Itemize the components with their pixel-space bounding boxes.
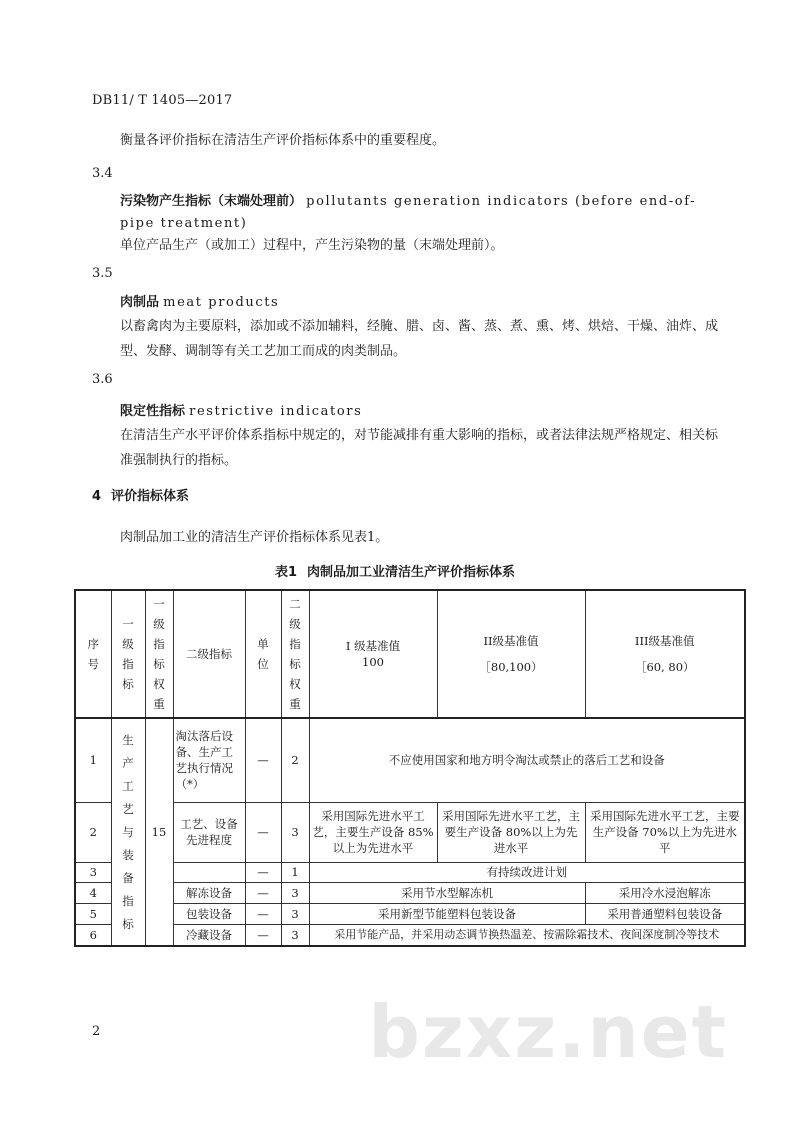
section-number: 4: [92, 489, 102, 504]
page-number: 2: [92, 1024, 101, 1039]
header-level2-weight: 二级指标权重: [281, 590, 309, 718]
term-en: restrictive indicators: [189, 404, 363, 419]
row-unit: —: [245, 903, 281, 924]
row-grade3: 采用普通塑料包装设备: [585, 903, 745, 924]
row-grade1: 采用国际先进水平工艺，主要生产设备 85%以上为先进水平: [309, 802, 437, 862]
row-unit: —: [245, 718, 281, 802]
row-unit: —: [245, 924, 281, 946]
section-heading: [92, 485, 199, 504]
row-weight: 3: [281, 924, 309, 946]
row-grade2: 采用国际先进水平工艺，主要生产设备 80%以上为先进水平: [437, 802, 585, 862]
term-zh: 污染物产生指标（末端处理前）: [120, 194, 303, 209]
row-merged-value: 不应使用国家和地方明令淘汰或禁止的落后工艺和设备: [309, 718, 745, 802]
row-seq: 2: [75, 802, 111, 862]
section-title: 评价指标体系: [111, 489, 190, 504]
row-name: [173, 862, 245, 882]
row-weight: 3: [281, 882, 309, 903]
table-caption: [0, 561, 800, 580]
table-caption-number: 表1: [274, 565, 298, 580]
section-text: 肉制品加工业的清洁生产评价指标体系见表1。: [120, 530, 389, 545]
term-heading: [120, 292, 730, 314]
term-zh: 限定性指标: [120, 404, 186, 419]
term-heading: [120, 401, 730, 423]
term-number: 3.6: [92, 372, 113, 387]
term-definition: 在清洁生产水平评价体系指标中规定的，对节能减排有重大影响的指标，或者法律法规严格规定、相关标准强制执行的指标。: [120, 428, 719, 468]
row-seq: 3: [75, 862, 111, 882]
intro-line: 衡量各评价指标在清洁生产评价指标体系中的重要程度。: [120, 133, 446, 148]
header-grade2: II级基准值 ［80,100）: [437, 590, 585, 718]
watermark: bzxz.net: [368, 990, 728, 1074]
row-name: 解冻设备: [173, 882, 245, 903]
group-weight: 15: [145, 718, 173, 946]
row-seq: 6: [75, 924, 111, 946]
header-level1-weight: 一级指标权重: [145, 590, 173, 718]
header-grade1: I 级基准值 100: [309, 590, 437, 718]
row-seq: 4: [75, 882, 111, 903]
term-en: pollutants generation indicators (before end-of-pipe treatment): [120, 194, 697, 231]
row-seq: 1: [75, 718, 111, 802]
standard-number: DB11/ T 1405—2017: [92, 93, 233, 108]
group-level1: 生产工艺与装备指标: [111, 718, 145, 946]
row-weight: 3: [281, 802, 309, 862]
term-heading: [120, 191, 730, 235]
table-row: [75, 882, 745, 903]
row-unit: —: [245, 882, 281, 903]
row-name: 冷藏设备: [173, 924, 245, 946]
term-zh: 肉制品: [120, 295, 160, 310]
header-unit: 单位: [245, 590, 281, 718]
term-number: 3.5: [92, 266, 113, 281]
row-grade3: 采用国际先进水平工艺，主要生产设备 70%以上为先进水平: [585, 802, 745, 862]
table-row: [75, 924, 745, 946]
header-grade3: III级基准值 ［60, 80）: [585, 590, 745, 718]
row-name: 淘汰落后设备、生产工艺执行情况（*）: [173, 718, 245, 802]
table-caption-title: 肉制品加工业清洁生产评价指标体系: [307, 565, 516, 580]
term-number: 3.4: [92, 166, 113, 181]
indicator-table: [74, 589, 746, 947]
row-grade12: 采用节水型解冻机: [309, 882, 585, 903]
row-grade3: 采用冷水浸泡解冻: [585, 882, 745, 903]
row-weight: 3: [281, 903, 309, 924]
row-unit: —: [245, 802, 281, 862]
table-row: [75, 862, 745, 882]
table-row: [75, 903, 745, 924]
term-en: meat products: [163, 295, 280, 310]
row-merged-value: 采用节能产品，并采用动态调节换热温差、按需除霜技术、夜间深度制冷等技术: [309, 924, 745, 946]
term-definition: 单位产品生产（或加工）过程中，产生污染物的量（末端处理前）。: [120, 238, 504, 253]
row-weight: 1: [281, 862, 309, 882]
table-header-row: [75, 590, 745, 718]
table-row: [75, 802, 745, 862]
row-name: 包装设备: [173, 903, 245, 924]
header-level2: 二级指标: [173, 590, 245, 718]
row-name: 工艺、设备先进程度: [173, 802, 245, 862]
table-row: [75, 718, 745, 802]
header-seq: 序号: [75, 590, 111, 718]
row-grade12: 采用新型节能塑料包装设备: [309, 903, 585, 924]
row-seq: 5: [75, 903, 111, 924]
header-level1: 一级指标: [111, 590, 145, 718]
term-definition: 以畜禽肉为主要原料，添加或不添加辅料，经腌、腊、卤、酱、蒸、煮、熏、烤、烘焙、干燥、油炸、成型、发酵、调制等有关工艺加工而成的肉类制品。: [120, 319, 719, 359]
row-unit: —: [245, 862, 281, 882]
row-merged-value: 有持续改进计划: [309, 862, 745, 882]
row-weight: 2: [281, 718, 309, 802]
